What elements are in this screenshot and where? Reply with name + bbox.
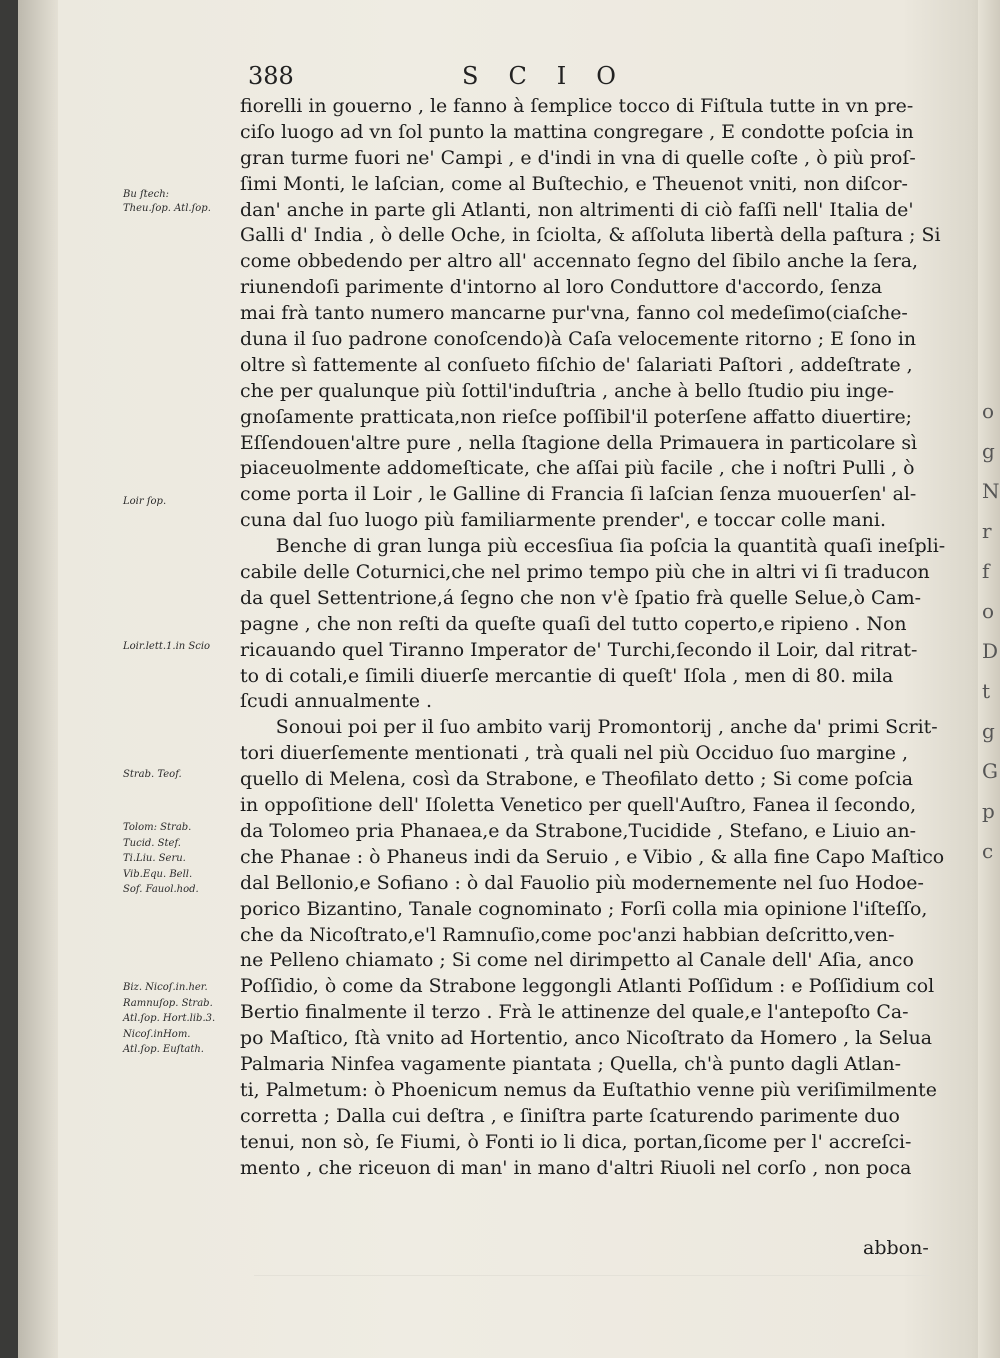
edge-fragment: N bbox=[982, 479, 1000, 503]
text-line: quello di Melena, così da Strabone, e Theofilato detto ; Si come poſcia bbox=[240, 768, 914, 791]
text-line: cabile delle Coturnici,che nel primo tempo più che in altri vi ſi traducon bbox=[240, 561, 930, 584]
text-line: come obbedendo per altro all' accennato ſegno del ſibilo anche la ſera, bbox=[240, 250, 918, 273]
edge-fragment: r bbox=[982, 519, 992, 543]
text-line: Poſſidio, ò come da Strabone leggongli Atlanti Poſſidum : e Poſſidium col bbox=[240, 975, 935, 998]
edge-fragment: g bbox=[982, 439, 995, 463]
text-line: ricauando quel Tiranno Imperator de' Turchi,ſecondo il Loir, dal ritrat- bbox=[240, 638, 918, 661]
text-line: Benche di gran lunga più eccesſiua ſia poſcia la quantità quaſi ineſpli- bbox=[275, 535, 946, 558]
text-line: ſcudi annualmente . bbox=[240, 690, 433, 713]
text-line: ſimi Monti, le laſcian, come al Buſtechio, e Theuenot vniti, non diſcor- bbox=[240, 172, 908, 195]
edge-fragment: D bbox=[982, 639, 999, 663]
text-line: dal Bellonio,e Sofiano : ò dal Fauolio più modernemente nel ſuo Hodoe- bbox=[240, 871, 924, 894]
text-line: Bertio finalmente il terzo . Frà le attinenze del quale,e l'antepoſto Ca- bbox=[240, 1001, 909, 1024]
text-line: tenui, non sò, ſe Fiumi, ò Fonti io li dica, portan,ſicome per l' accreſci- bbox=[240, 1130, 912, 1153]
text-line: mento , che riceuon di man' in mano d'altri Riuoli nel corſo , non poca bbox=[240, 1156, 912, 1179]
edge-fragment: o bbox=[982, 599, 995, 623]
text-line: gnoſamente pratticata,non rieſce poſſibil'il poterſene affatto diuertire; bbox=[240, 405, 913, 428]
margin-note: Strab. Teof. bbox=[123, 769, 182, 780]
text-line: po Maſtico, ſtà vnito ad Hortentio, anco Nicoſtrato da Homero , la Selua bbox=[240, 1027, 933, 1050]
facing-page-edge bbox=[978, 0, 1000, 1358]
text-line: da Tolomeo pria Phanaea,e da Strabone,Tucidide , Stefano, e Liuio an- bbox=[240, 819, 917, 842]
edge-fragment: o bbox=[982, 399, 995, 423]
text-line: gran turme fuori ne' Campi , e d'indi in vna di quelle coſte , ò più proſ- bbox=[240, 146, 916, 169]
text-line: che da Nicoſtrato,e'l Ramnuſio,come poc'anzi habbian deſcritto,ven- bbox=[240, 923, 895, 946]
running-header bbox=[236, 62, 696, 96]
body-text bbox=[240, 94, 958, 1181]
text-line: tori diuerſemente mentionati , trà quali nel più Occiduo ſuo margine , bbox=[240, 742, 908, 765]
text-line: che per qualunque più ſottil'induſtria , anche à bello ſtudio piu inge- bbox=[240, 379, 895, 402]
text-line: corretta ; Dalla cui deſtra , e ſiniſtra parte ſcaturendo parimente duo bbox=[240, 1104, 900, 1127]
edge-fragment: c bbox=[982, 839, 994, 863]
book-page bbox=[18, 0, 1000, 1358]
text-line: fiorelli in gouerno , le fanno à ſemplice tocco di Fiſtula tutte in vn pre- bbox=[240, 95, 914, 117]
text-line: ciſo luogo ad vn ſol punto la mattina congregare , E condotte poſcia in bbox=[240, 120, 914, 143]
text-line: riunendoſi parimente d'intorno al loro Conduttore d'accordo, ſenza bbox=[240, 276, 883, 299]
edge-fragment: p bbox=[982, 799, 995, 823]
text-line: Eſſendouen'altre pure , nella ſtagione della Primauera in particolare sì bbox=[240, 431, 918, 454]
text-line: in oppoſitione dell' Iſoletta Venetico per quell'Auſtro, Fanea il ſecondo, bbox=[240, 794, 917, 817]
text-line: come porta il Loir , le Galline di Francia ſi laſcian ſenza muouerſen' al- bbox=[240, 483, 917, 506]
text-line: Galli d' India , ò delle Oche, in ſciolta, & aſſoluta libertà della paſtura ; Si bbox=[240, 224, 941, 247]
margin-note: Biz. Nicoſ.in.her. Ramnuſop. Strab. Atl.ſop. Hort.lib.3. Nicoſ.inHom. Atl.ſop. Euſtath. bbox=[123, 982, 216, 1055]
text-line: che Phanae : ò Phaneus indi da Seruio , e Vibio , & alla fine Capo Maſtico bbox=[240, 845, 945, 868]
running-title: SCIO bbox=[462, 62, 646, 90]
text-line: pagne , che non reſti da queſte quaſi del tutto coperto,e ripieno . Non bbox=[240, 612, 907, 635]
catchword: abbon- bbox=[863, 1237, 929, 1259]
text-line: oltre sì fattemente al conſueto fiſchio de' ſalariati Paſtori , addeſtrate , bbox=[240, 353, 913, 376]
text-line: cuna dal ſuo luogo più familiarmente prender', e toccar colle mani. bbox=[240, 509, 886, 532]
text-line: Sonoui poi per il ſuo ambito varij Promontorij , anche da' primi Scrit- bbox=[275, 716, 938, 739]
text-line: ne Pelleno chiamato ; Si come nel dirimpetto al Canale dell' Aſia, anco bbox=[240, 949, 914, 972]
page-number: 388 bbox=[248, 62, 294, 90]
page-gutter bbox=[18, 0, 58, 1358]
text-line: to di cotali,e ſimili diuerſe mercantie di queſt' Iſola , men di 80. mila bbox=[240, 664, 894, 687]
text-line: da quel Settentrione,á ſegno che non v'è ſpatio frà quelle Selue,ò Cam- bbox=[240, 586, 922, 609]
margin-note: Loir ſop. bbox=[123, 496, 167, 507]
text-line: Palmaria Ninfea vagamente piantata ; Quella, ch'à punto dagli Atlan- bbox=[240, 1052, 902, 1075]
edge-fragment: G bbox=[982, 759, 998, 783]
margin-note: Bu ſtech: Theu.ſop. Atl.ſop. bbox=[123, 189, 211, 214]
text-line: piaceuolmente addomeſticate, che aſſai più facile , che i noſtri Pulli , ò bbox=[240, 457, 915, 480]
margin-note: Tolom: Strab. Tucid. Stef. Ti.Liu. Seru. Vib.Equ. Bell. Sof. Fauol.hod. bbox=[123, 822, 199, 895]
text-line: dan' anche in parte gli Atlanti, non altrimenti di ciò faſſi nell' Italia de' bbox=[240, 198, 914, 221]
edge-fragment: t bbox=[982, 679, 991, 703]
text-line: duna il ſuo padrone conoſcendo)à Caſa velocemente ritorno ; E ſono in bbox=[240, 328, 917, 351]
text-line: ti, Palmetum: ò Phoenicum nemus da Euſtathio venne più veriſimilmente bbox=[240, 1078, 937, 1101]
text-line: mai frà tanto numero mancarne pur'vna, fanno col medeſimo(ciaſche- bbox=[240, 302, 908, 325]
margin-note: Loir.lett.1.in Scio bbox=[123, 641, 211, 652]
edge-fragment: f bbox=[982, 559, 990, 583]
text-line: porico Bizantino, Tanale cognominato ; Forſi colla mia opinione l'iſteſſo, bbox=[240, 897, 928, 920]
edge-fragment: g bbox=[982, 719, 995, 743]
page-bottom-line bbox=[254, 1275, 934, 1276]
